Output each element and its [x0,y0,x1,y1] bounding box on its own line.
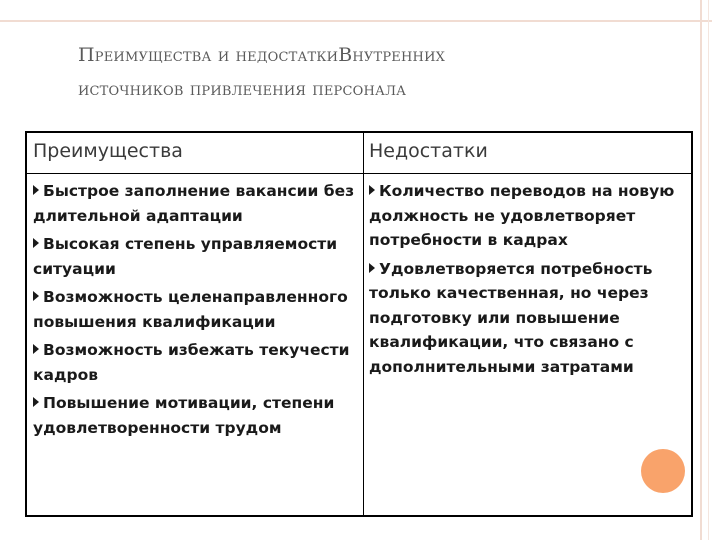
advantage-text: Возможность избежать текучести кадров [33,341,350,384]
header-disadvantages: Недостатки [369,140,488,162]
advantage-item [33,232,359,281]
comparison-table [25,131,693,517]
bullet-arrow-icon [369,185,375,195]
disadvantage-text: Удовлетворяется потребность только качественная, но через подготовку или повышение квалификации, что связано с дополнительными затратами [369,259,653,376]
disadvantage-item [369,179,691,253]
disadvantages-list [369,179,691,383]
column-divider [363,133,364,515]
bullet-arrow-icon [33,185,39,195]
disadvantage-item [369,257,691,380]
slide-frame-right-line [700,0,702,540]
bullet-arrow-icon [33,344,39,354]
slide-frame-right-line-thin [708,0,709,540]
bullet-arrow-icon [33,397,39,407]
advantage-item [33,179,359,228]
advantage-item [33,338,359,387]
advantage-item [33,391,359,440]
advantage-text: Высокая степень управляемости ситуации [33,235,338,278]
decorative-orange-circle [641,449,685,493]
disadvantage-text: Количество переводов на новую должность не удовлетворяет потребности в кадрах [369,182,675,249]
advantage-text: Возможность целенаправленного повышения квалификации [33,288,348,331]
bullet-arrow-icon [369,263,375,273]
advantages-list [33,179,359,444]
bullet-arrow-icon [33,238,39,248]
advantage-text: Повышение мотивации, степени удовлетворенности трудом [33,394,335,437]
slide-title-line-1: Преимущества и недостаткиВнутренних [78,44,446,66]
header-advantages: Преимущества [33,140,183,162]
slide-title-line-2: источников привлечения персонала [78,78,407,100]
advantage-item [33,285,359,334]
header-divider [27,173,691,174]
slide-title [78,38,678,106]
bullet-arrow-icon [33,291,39,301]
advantage-text: Быстрое заполнение вакансии без длительной адаптации [33,182,355,225]
slide-frame-top-line [0,20,712,22]
